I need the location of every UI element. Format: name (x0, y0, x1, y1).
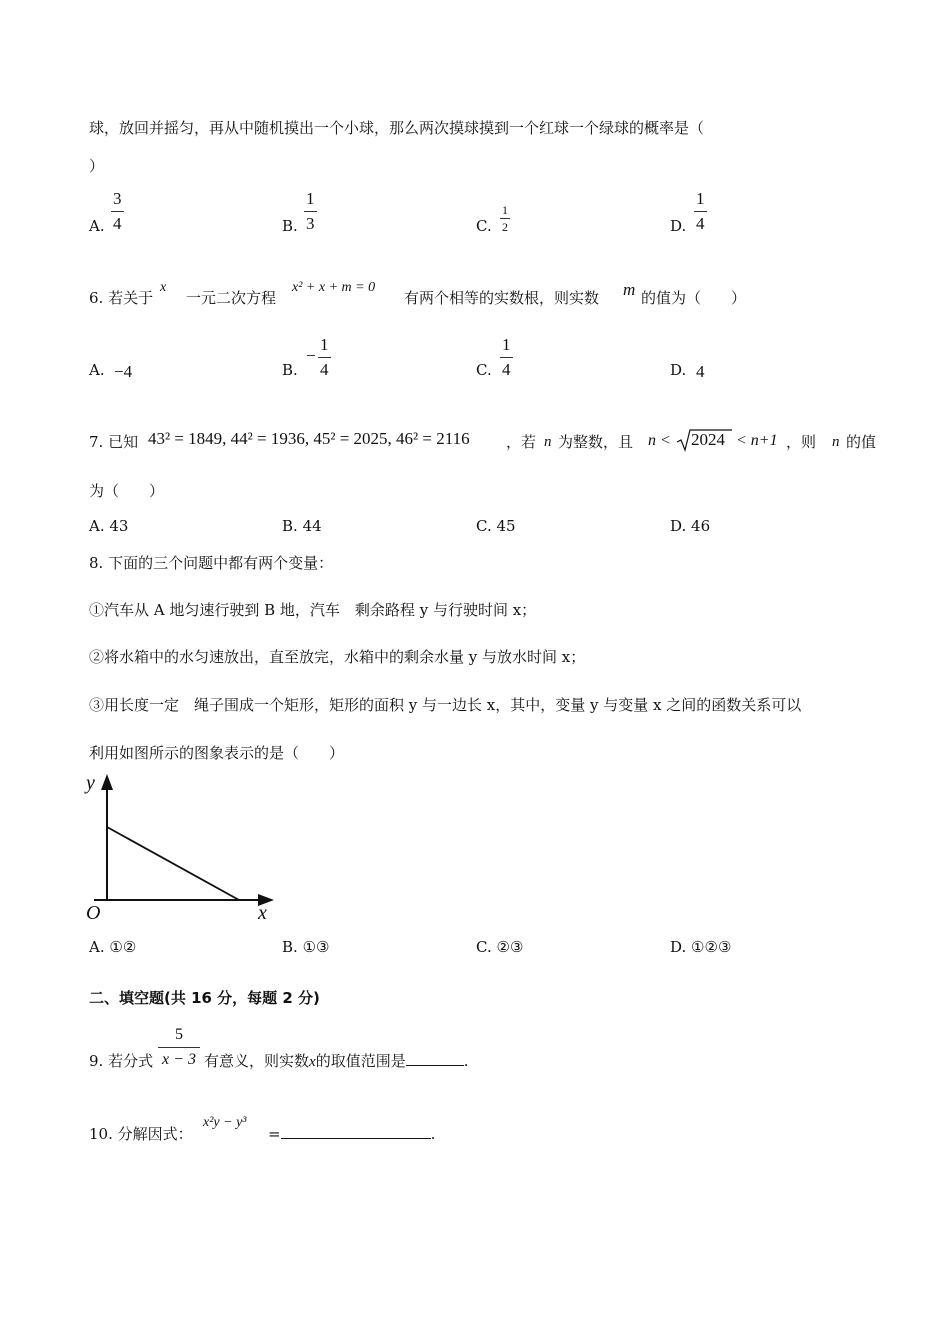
q9-end: . (463, 1052, 469, 1070)
q9-fraction (158, 1024, 200, 1071)
q8-option-b-label: B. (282, 938, 298, 956)
q8-option-c (476, 937, 523, 957)
q9-part3: 的取值范围是 (315, 1052, 406, 1070)
q6-option-d-value: 4 (696, 362, 705, 381)
q7-number: 7. (89, 433, 104, 451)
q8-item3: ③用长度一定 绳子围成一个矩形，矩形的面积 y 与一边长 x，其中，变量 y 与变量 x 之间的函数关系可以 (89, 696, 802, 714)
q8-number: 8. (89, 554, 104, 572)
q6-equation: x² + x + m = 0 (292, 280, 376, 295)
q5-text-line2: ） (89, 157, 105, 175)
decreasing-line (107, 827, 239, 900)
q6-part1: 若关于 (108, 289, 154, 307)
q7-option-d-value: 46 (691, 517, 711, 535)
q9-numerator: 5 (175, 1026, 183, 1043)
q10-part1: 分解因式： (117, 1125, 193, 1143)
graph-y-label: y (86, 772, 95, 794)
q5-option-d-numerator: 1 (696, 189, 705, 208)
q9-var-x: x (309, 1054, 316, 1070)
q6-part3: 有两个相等的实数根，则实数 (404, 289, 600, 307)
q7-line2: 为（ ） (89, 482, 165, 500)
q10-end: . (430, 1125, 436, 1143)
q7-option-a-label: A. (89, 517, 105, 535)
q8-option-a-label: A. (89, 938, 105, 956)
q8-item2: ②将水箱中的水匀速放出，直至放完，水箱中的剩余水量 y 与放水时间 x； (89, 648, 586, 666)
q7-inequality-left: n < (648, 432, 671, 449)
q8-option-d (670, 937, 731, 957)
q5-option-a-denominator: 4 (113, 214, 122, 233)
q7-part2: ，若 (506, 433, 537, 451)
q5-option-c-denominator: 2 (502, 220, 508, 234)
q9-part1: 若分式 (108, 1052, 154, 1070)
q8-option-c-label: C. (476, 938, 492, 956)
q6-part2: 一元二次方程 (186, 289, 277, 307)
q6-stem (89, 288, 153, 308)
q9-number: 9. (89, 1052, 104, 1070)
q5-option-c-numerator: 1 (502, 203, 508, 217)
q9-denominator: x − 3 (162, 1051, 196, 1068)
q7-option-a (89, 516, 128, 536)
q6-option-b-fraction (318, 334, 331, 381)
q5-option-c-fraction (500, 203, 510, 234)
q6-option-c-denominator: 4 (502, 360, 511, 379)
q6-option-c-label: C. (476, 361, 492, 379)
graph-origin-label: O (86, 902, 101, 924)
q9-part2-text: 有意义，则实数 (204, 1052, 310, 1070)
q7-inequality-right: < n+1 (736, 432, 778, 449)
q7-number-part1 (89, 432, 138, 452)
q8-option-d-label: D. (670, 938, 687, 956)
q5-option-b-numerator: 1 (306, 189, 315, 208)
q7-var-n: n (544, 434, 552, 450)
q6-number: 6. (89, 289, 104, 307)
q7-equation: 43² = 1849, 44² = 1936, 45² = 2025, 46² = 2116 (148, 429, 470, 448)
q8-option-b-value: ①③ (302, 938, 330, 956)
q6-option-b-sign: − (306, 346, 316, 365)
q8-item3-line2: 利用如图所示的图象表示的是（ ） (89, 744, 345, 762)
q7-option-b (282, 516, 322, 536)
q8-option-a-value: ①② (109, 938, 137, 956)
q6-option-a-label: A. (89, 361, 105, 379)
q5-option-a-fraction (111, 188, 124, 235)
q7-option-d (670, 516, 710, 536)
q7-part5: 的值 (846, 433, 877, 451)
graph-x-label: x (258, 902, 267, 924)
q10-answer-line (268, 1124, 435, 1144)
q7-option-b-label: B. (282, 517, 298, 535)
q8-option-b (282, 937, 329, 957)
q6-var-x: x (160, 280, 167, 295)
section-2-heading: 二、填空题(共 16 分，每题 2 分) (89, 989, 320, 1007)
q8-intro-text: 下面的三个问题中都有两个变量： (108, 554, 334, 572)
q8-option-d-value: ①②③ (691, 938, 732, 956)
q10-expression: x²y − y³ (203, 1115, 247, 1130)
q6-var-m: m (623, 280, 636, 299)
q7-var-n-2: n (832, 434, 840, 450)
y-axis-arrow (101, 774, 113, 790)
q8-option-a (89, 937, 136, 957)
q5-option-a-label: A. (89, 217, 105, 235)
q8-graph-svg (84, 772, 284, 932)
q5-text-line1: 球，放回并摇匀，再从中随机摸出一个小球，那么两次摸球摸到一个红球一个绿球的概率是（ (89, 119, 705, 137)
q5-option-d-fraction (694, 188, 707, 235)
q7-option-d-label: D. (670, 517, 687, 535)
q8-item1: ①汽车从 A 地匀速行驶到 B 地，汽车 剩余路程 y 与行驶时间 x； (89, 601, 537, 619)
q10-number: 10. (89, 1125, 113, 1143)
q6-option-b-numerator: 1 (320, 335, 329, 354)
q7-option-c-value: 45 (496, 517, 516, 535)
q7-option-b-value: 44 (302, 517, 322, 535)
q5-option-c-label: C. (476, 217, 492, 235)
q6-option-a-value: −4 (114, 362, 133, 381)
q5-option-b-label: B. (282, 217, 298, 235)
q7-part1: 已知 (108, 433, 139, 451)
q7-option-c-label: C. (476, 517, 492, 535)
q9-answer-blank[interactable] (406, 1051, 464, 1066)
q7-radicand: 2024 (691, 430, 725, 449)
q9-prefix (89, 1051, 153, 1071)
q5-option-a-numerator: 3 (113, 189, 122, 208)
q6-option-b-denominator: 4 (320, 360, 329, 379)
q6-part4: 的值为（ ） (641, 289, 747, 307)
q7-part4: ，则 (786, 433, 817, 451)
q9-part2 (204, 1051, 468, 1072)
q7-option-c (476, 516, 516, 536)
q6-option-d-label: D. (670, 361, 687, 379)
q8-option-c-value: ②③ (496, 938, 524, 956)
q5-option-d-denominator: 4 (696, 214, 705, 233)
q10-prefix (89, 1124, 193, 1144)
q8-intro (89, 553, 333, 573)
q5-option-d-label: D. (670, 217, 687, 235)
q7-option-a-value: 43 (109, 517, 129, 535)
q6-option-c-fraction (500, 334, 513, 381)
q8-graph (84, 772, 284, 932)
q7-part3: 为整数，且 (558, 433, 634, 451)
q6-option-b-label: B. (282, 361, 298, 379)
q6-option-c-numerator: 1 (502, 335, 511, 354)
q5-option-b-denominator: 3 (306, 214, 315, 233)
q10-answer-blank[interactable] (281, 1124, 431, 1139)
q5-option-b-fraction (304, 188, 317, 235)
q10-eq: = (268, 1125, 281, 1143)
